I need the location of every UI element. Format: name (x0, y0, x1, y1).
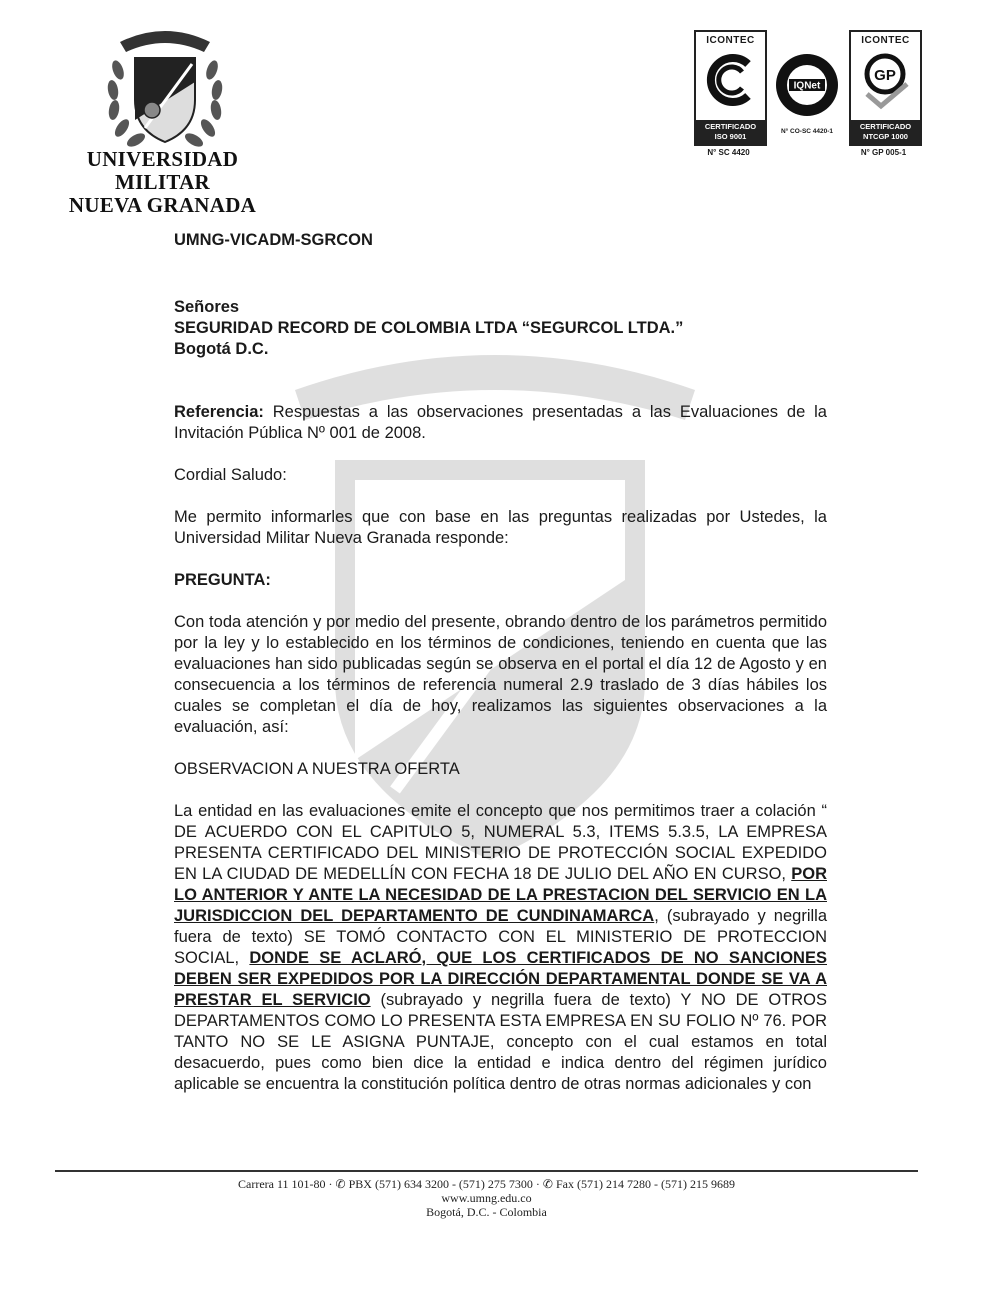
cert-label: CERTIFICADO (704, 122, 757, 131)
footer-city: Bogotá, D.C. - Colombia (426, 1205, 547, 1219)
intro-paragraph: Me permito informarles que con base en las preguntas realizadas por Ustedes, la Universidad Militar Nueva Granada responde: (174, 508, 827, 547)
iqnet-seal (774, 52, 840, 118)
page-footer (55, 1177, 918, 1219)
observation-text: La entidad en las evaluaciones emite el concepto que nos permitimos traer a colación “ DE ACUERDO CON EL CAPITULO 5, NUMERAL 5.3, ITEMS 5.3.5, LA EMPRESA PRESENTA CERTIFICADO DEL MINISTERIO DE PROTECCIÓN SOCIAL EXPEDIDO EN LA CIUDAD DE MEDELLÍN CON FECHA 18 DE JULIO DEL AÑO EN CURSO, (174, 802, 827, 883)
observation-paragraph (174, 801, 827, 1095)
footer-divider (55, 1170, 918, 1172)
observation-text: , (subrayado y negrilla fuera de texto) SE TOMÓ CONTACTO CON EL MINISTERIO DE PROTECCION SOCIAL, (174, 907, 827, 967)
cert-label: CERTIFICADO (859, 122, 912, 131)
cert-code: N° GP 005-1 (860, 148, 907, 157)
iqnet-code: N° CO-SC 4420-1 (780, 128, 834, 135)
recipient-company: SEGURIDAD RECORD DE COLOMBIA LTDA “SEGURCOL LTDA.” (174, 319, 684, 337)
university-logo (55, 20, 270, 217)
observation-text: (subrayado y negrilla fuera de texto) Y NO DE OTROS DEPARTAMENTOS COMO LO PRESENTA ESTA EMPRESA EN SU FOLIO Nº 76. POR TANTO NO SE LE ASIGNA PUNTAJE, concepto con el cual estamos en total desacuerdo, pues como bien dice la entidad e indica dentro del régimen jurídico aplicable se encuentra la constitución política dentro de otras normas adicionales y con (174, 991, 827, 1093)
svg-text:GP: GP (874, 67, 896, 84)
letter-body (174, 230, 827, 1095)
observation-emphasis: DONDE SE ACLARÓ, QUE LOS CERTIFICADOS DE NO SANCIONES DEBEN SER EXPEDIDOS POR LA DIRECCIÓN DEPARTAMENTAL DONDE SE VA A PRESTAR EL SERVICIO (174, 949, 827, 1009)
gp-check-icon (857, 50, 913, 110)
greeting: Cordial Saludo: (174, 466, 287, 484)
footer-website: www.umng.edu.co (441, 1191, 532, 1205)
subject-text: Respuestas a las observaciones presentadas a las Evaluaciones de la Invitación Pública Nº 001 de 2008. (174, 403, 827, 442)
subject-line (174, 402, 827, 444)
recipient-city: Bogotá D.C. (174, 340, 269, 358)
footer-address: Carrera 11 101-80 · ✆ PBX (571) 634 3200 - (571) 275 7300 · ✆ Fax (571) 214 7280 - (571) 215 9689 (238, 1177, 735, 1191)
subject-label: Referencia: (174, 403, 264, 421)
question-heading: PREGUNTA: (174, 571, 271, 589)
certification-seals (694, 30, 924, 165)
iqnet-seal-icon (774, 52, 840, 118)
institution-name-line1: UNIVERSIDAD MILITAR (86, 147, 239, 194)
iqnet-logo-text: IQNet (793, 80, 821, 92)
reference-code: UMNG-VICADM-SGRCON (174, 231, 373, 249)
cert-issuer: ICONTEC (706, 35, 755, 46)
question-paragraph: Con toda atención y por medio del presente, obrando dentro de los parámetros permitido por la ley y lo establecido en los términos de condiciones, teniendo en cuenta que las evaluaciones han sido publicadas según se observa en el portal el día 12 de Agosto y en consecuencia a los términos de referencia numeral 2.9 traslado de 3 días hábiles los cuales se completan el día de hoy, realizamos las siguientes observaciones a la evaluación, así: (174, 613, 827, 736)
cert-issuer: ICONTEC (861, 35, 910, 46)
university-crest-icon (100, 20, 230, 160)
cert-standard: ISO 9001 (714, 132, 747, 141)
recipient-salutation: Señores (174, 298, 240, 316)
observation-heading: OBSERVACION A NUESTRA OFERTA (174, 760, 460, 778)
icontec-iso-seal (694, 30, 767, 146)
cert-code: N° SC 4420 (707, 148, 750, 157)
icontec-c-icon (702, 50, 758, 110)
institution-name-line2: NUEVA GRANADA (68, 193, 257, 217)
cert-standard: NTCGP 1000 (863, 132, 908, 141)
observation-emphasis: POR LO ANTERIOR Y ANTE LA NECESIDAD DE LA PRESTACION DEL SERVICIO EN LA JURISDICCION DEL DEPARTAMENTO DE CUNDINAMARCA (174, 865, 827, 925)
icontec-ntcgp-seal (849, 30, 922, 146)
